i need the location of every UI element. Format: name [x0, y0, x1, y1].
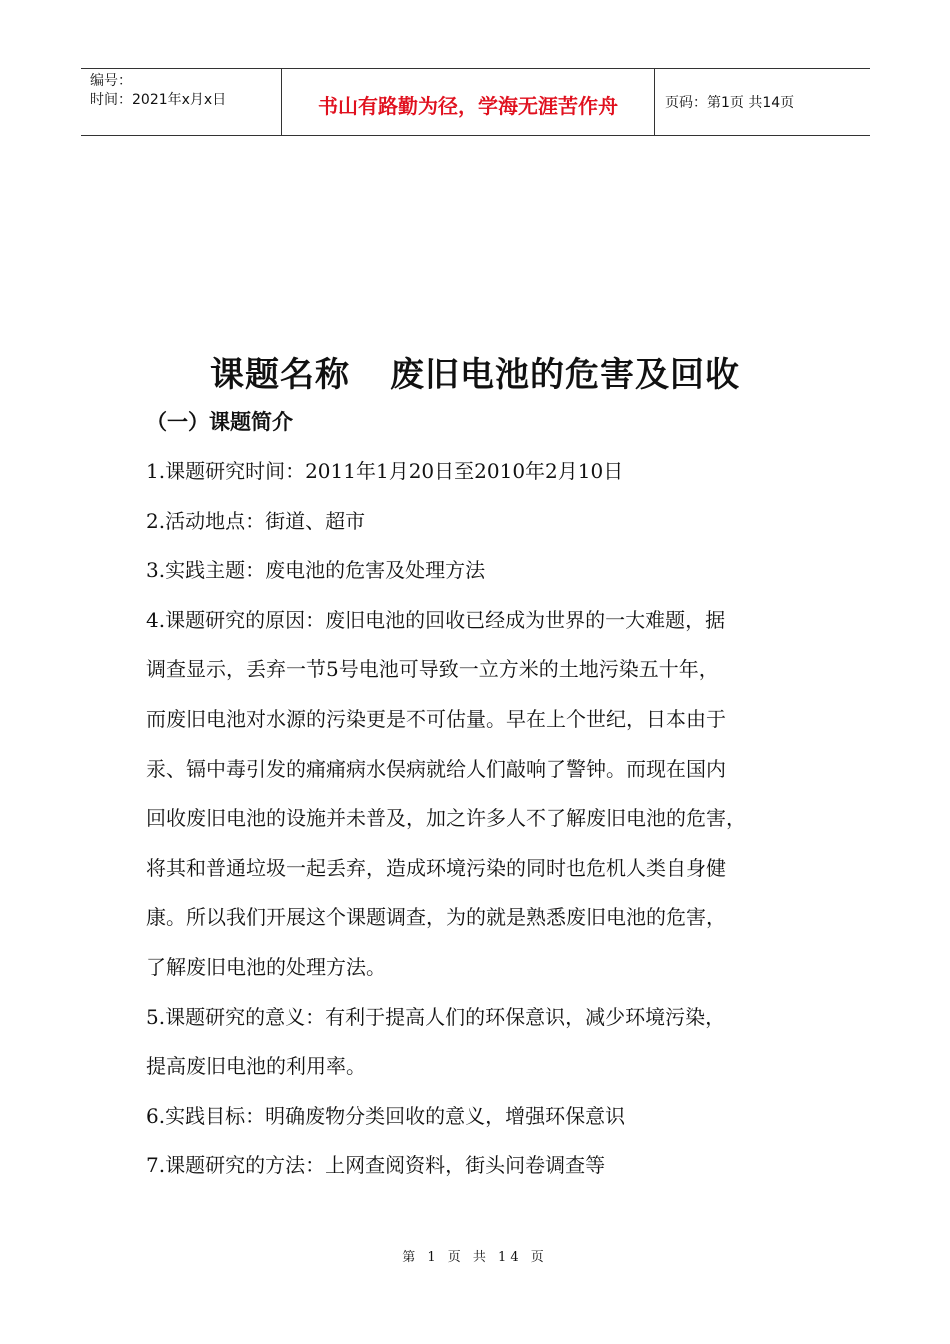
body-line: 6.实践目标：明确废物分类回收的意义，增强环保意识: [146, 1103, 626, 1128]
header-page-info: 页码：第1页 共14页: [665, 95, 795, 111]
document-body: [146, 455, 816, 1199]
body-line: 康。所以我们开展这个课题调查，为的就是熟悉废旧电池的危害，: [146, 905, 726, 930]
page-header: [81, 68, 870, 136]
body-line: 而废旧电池对水源的污染更是不可估量。早在上个世纪，日本由于: [146, 706, 726, 731]
body-line: 5.课题研究的意义：有利于提高人们的环保意识，减少环境污染，: [146, 1004, 726, 1029]
body-line: 提高废旧电池的利用率。: [146, 1054, 366, 1079]
title-topic: 废旧电池的危害及回收: [390, 355, 740, 395]
body-line: 将其和普通垃圾一起丢弃，造成环境污染的同时也危机人类自身健: [146, 855, 726, 880]
body-line: 了解废旧电池的处理方法。: [146, 954, 386, 979]
title-label: 课题名称: [210, 355, 350, 395]
date-label: 时间：2021年x月x日: [90, 92, 227, 108]
header-motto: 书山有路勤为径，学海无涯苦作舟: [282, 69, 655, 135]
body-line: 汞、镉中毒引发的痛痛病水俣病就给人们敲响了警钟。而现在国内: [146, 756, 726, 781]
body-line: 调查显示，丢弃一节5号电池可导致一立方米的土地污染五十年，: [146, 657, 719, 682]
body-line: 3.实践主题：废电池的危害及处理方法: [146, 558, 486, 583]
number-label: 编号：: [90, 73, 132, 89]
body-line: 回收废旧电池的设施并未普及，加之许多人不了解废旧电池的危害，: [146, 806, 746, 831]
header-meta: [81, 69, 282, 135]
document-title: [0, 350, 950, 400]
body-line: 2.活动地点：街道、超市: [146, 508, 366, 533]
body-line: 7.课题研究的方法：上网查阅资料，街头问卷调查等: [146, 1153, 606, 1178]
body-line: 4.课题研究的原因：废旧电池的回收已经成为世界的一大难题，据: [146, 607, 726, 632]
section-heading: （一）课题简介: [146, 410, 293, 434]
page-footer: 第 1 页 共 14 页: [402, 1250, 548, 1265]
body-line: 1.课题研究时间：2011年1月20日至2010年2月10日: [146, 459, 624, 483]
